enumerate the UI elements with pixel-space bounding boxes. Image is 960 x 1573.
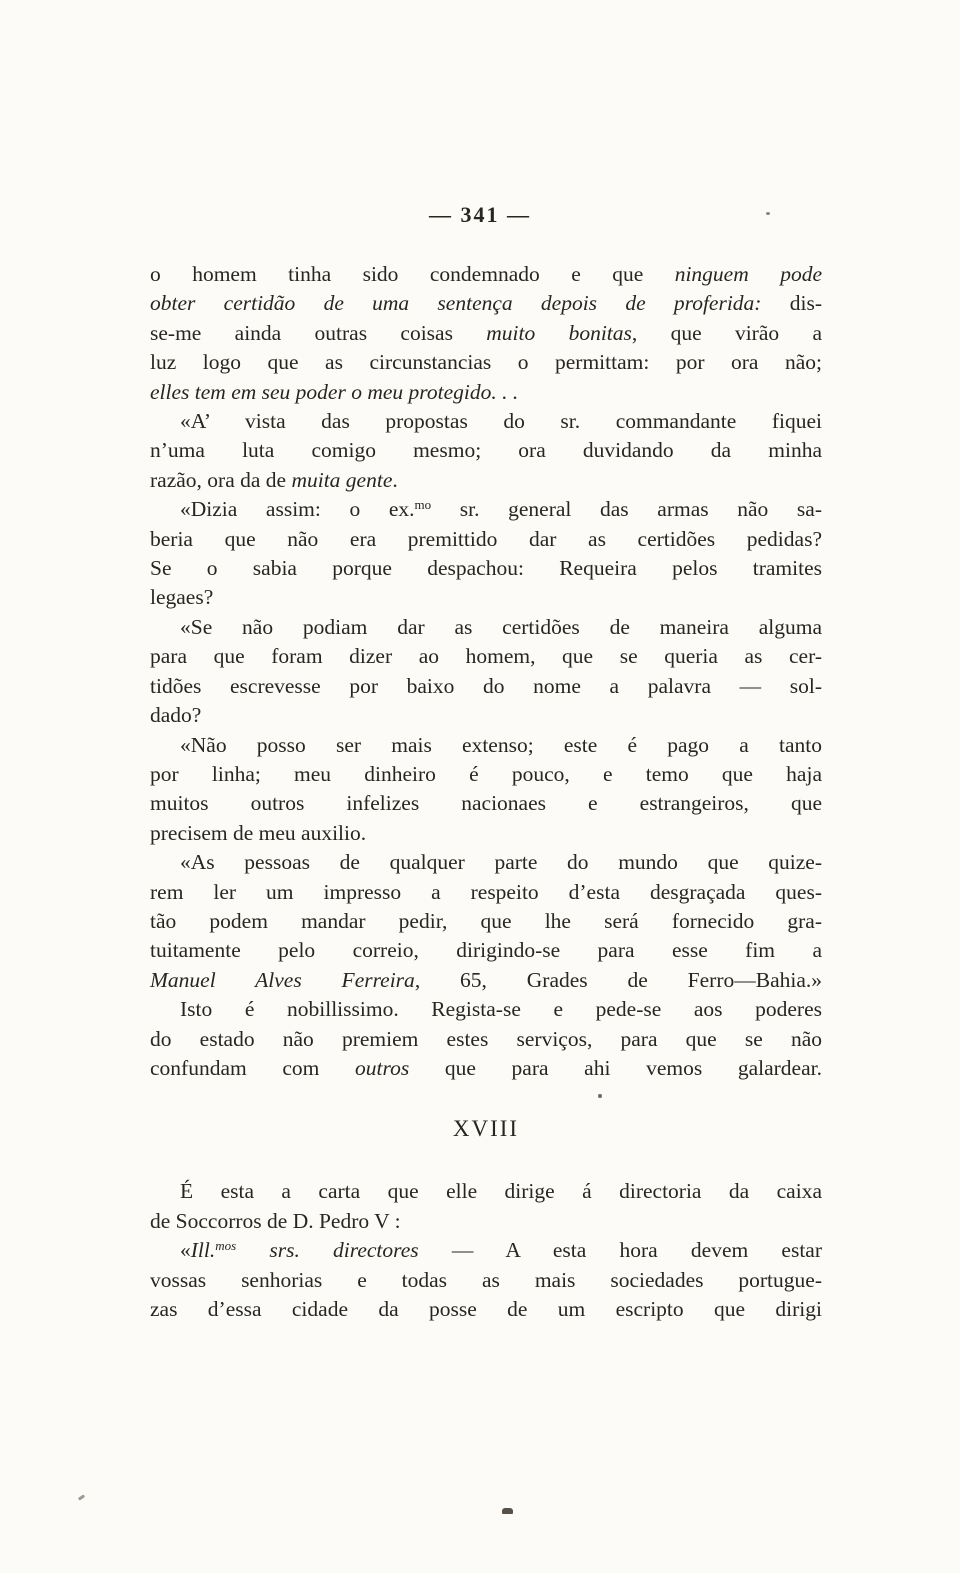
text-segment: É esta a carta que elle dirige á directoria da caixa [180,1179,822,1204]
scan-speck [78,1494,85,1500]
text-line [150,819,822,848]
text-segment: do estado não premiem estes serviços, para que se não [150,1026,822,1051]
text-line [150,1207,822,1236]
text-segment: Se o sabia porque despachou: Requeira pelos tramites [150,556,822,581]
text-segment: Isto é nobillissimo. Regista-se e pede-se aos poderes [180,997,822,1022]
text-line [150,495,822,524]
text-line [150,554,822,583]
paragraph [150,495,822,613]
text-segment: sr. general das armas não sa- [431,497,822,522]
text-line [150,613,822,642]
text-line [150,995,822,1024]
text-segment: srs. directores [236,1238,419,1263]
scan-speck [598,1094,602,1098]
text-segment: « [180,1238,191,1263]
text-line [150,760,822,789]
text-line [150,436,822,465]
text-segment: dado? [150,703,202,728]
text-segment: — A esta hora devem estar [418,1238,822,1263]
text-line [150,672,822,701]
text-segment: , que virão a [631,320,822,345]
text-line [150,378,822,407]
paragraph [150,260,822,407]
text-segment: que para ahi vemos galardear. [409,1055,822,1080]
text-segment: «Se não podiam dar as certidões de maneira alguma [180,614,822,639]
text-segment: razão, ora da de [150,467,292,492]
text-segment: obter certidão de uma sentença depois de proferida: [150,291,762,316]
text-segment: mo [414,497,432,513]
text-segment: «Dizia assim: o ex. [180,497,415,522]
text-line [150,642,822,671]
text-line [150,583,822,612]
text-segment: luz logo que as circunstancias o permittam: por ora não; [150,350,822,375]
text-segment: beria que não era premittido dar as certidões pedidas? [150,526,822,551]
text-segment: vossas senhorias e todas as mais sociedades portugue- [150,1267,822,1292]
paragraph [150,407,822,495]
text-line [150,848,822,877]
text-segment: o homem tinha sido condemnado e que [150,262,675,286]
text-segment: tidões escrevesse por baixo do nome a palavra — sol- [150,673,822,698]
text-segment: muito bonitas [486,320,632,345]
text-segment: tão podem mandar pedir, que lhe será fornecido gra- [150,908,822,933]
text-line [150,1025,822,1054]
text-line [150,936,822,965]
text-line [150,1054,822,1083]
text-line [150,260,822,289]
text-segment: mos [215,1238,237,1254]
text-segment: dis- [761,291,822,316]
paragraph [150,848,822,995]
text-segment: ninguem pode [674,262,822,286]
text-line [150,407,822,436]
text-line [150,525,822,554]
text-line [150,1295,822,1324]
text-segment: rem ler um impresso a respeito d’esta desgraçada ques- [150,879,822,904]
text-segment: muita gente [291,467,393,492]
section-heading: XVIII [452,1116,520,1142]
text-segment: se-me ainda outras coisas [150,320,487,345]
text-segment: Ill. [190,1238,216,1263]
text-segment: Manuel Alves Ferreira [150,967,415,992]
text-segment: «Não posso ser mais extenso; este é pago a tanto [180,732,822,757]
text-line [150,289,822,318]
text-segment: . [392,467,398,492]
paragraph [150,731,822,849]
scan-speck [502,1508,513,1514]
text-segment: precisem de meu auxilio. [150,820,367,845]
page-number: — 341 — [429,202,531,227]
text-segment: outros [355,1055,410,1080]
text-segment: zas d’essa cidade da posse de um escripto que dirigi [150,1297,822,1321]
text-line [150,701,822,730]
text-line [150,319,822,348]
text-segment: legaes? [150,585,214,610]
text-segment: para que foram dizer ao homem, que se queria as cer- [150,644,822,669]
paragraph [150,613,822,731]
text-segment: confundam com [150,1055,356,1080]
text-line [150,466,822,495]
text-line [150,1177,822,1206]
text-segment: «As pessoas de qualquer parte do mundo que quize- [180,850,822,875]
text-segment: por linha; meu dinheiro é pouco, e temo que haja [150,761,822,786]
text-line [150,1236,822,1265]
page-content [150,260,822,1324]
text-segment: tuitamente pelo correio, dirigindo-se para esse fim a [150,938,822,963]
text-line [150,731,822,760]
text-line [150,348,822,377]
text-line [150,1266,822,1295]
scan-speck [766,212,770,215]
text-line [150,878,822,907]
text-segment: elles tem em seu poder o meu protegido. . . [150,379,519,404]
text-line [150,789,822,818]
text-segment: , 65, Grades de Ferro—Bahia.» [414,967,823,992]
text-line [150,966,822,995]
paragraph [150,995,822,1083]
text-segment: de Soccorros de D. Pedro V : [150,1208,401,1233]
paragraph [150,1177,822,1236]
paragraph [150,1236,822,1324]
text-segment: «A’ vista das propostas do sr. commandante fiquei [180,409,822,434]
text-segment: n’uma luta comigo mesmo; ora duvidando da minha [150,438,822,463]
text-segment: muitos outros infelizes nacionaes e estrangeiros, que [150,791,822,816]
text-line [150,907,822,936]
